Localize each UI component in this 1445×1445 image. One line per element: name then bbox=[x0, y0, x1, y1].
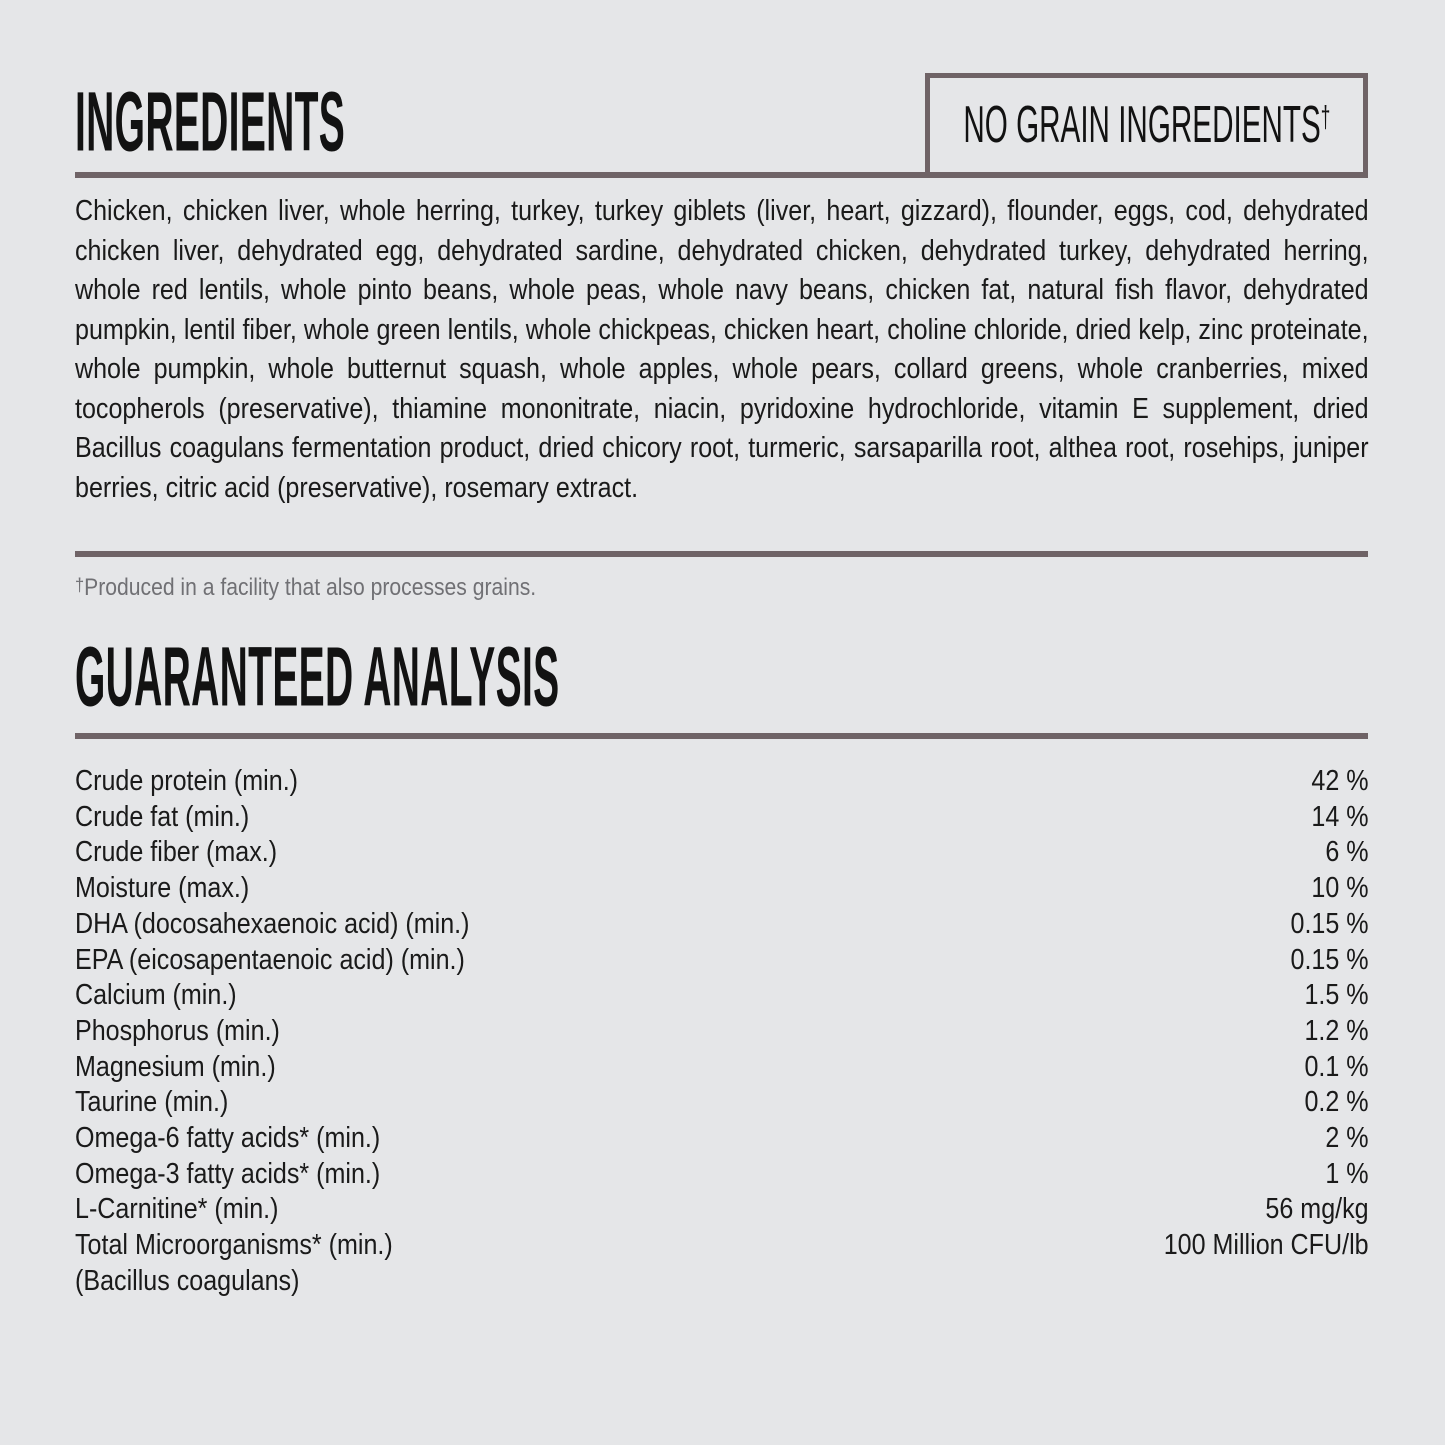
analysis-row bbox=[75, 1121, 1369, 1157]
nutrient-label: (Bacillus coagulans) bbox=[75, 1264, 300, 1297]
dagger-symbol: † bbox=[1320, 101, 1330, 134]
nutrient-value: 0.15 % bbox=[1290, 907, 1369, 940]
analysis-row bbox=[75, 800, 1369, 836]
analysis-row bbox=[75, 943, 1369, 979]
nutrient-label: Omega-6 fatty acids* (min.) bbox=[75, 1122, 381, 1155]
divider-under-ingredients-title bbox=[75, 172, 1368, 178]
nutrient-value: 1.5 % bbox=[1304, 979, 1369, 1012]
no-grain-badge-text bbox=[963, 96, 1330, 154]
nutrient-value: 2 % bbox=[1325, 1122, 1369, 1155]
nutrient-label: Crude fiber (max.) bbox=[75, 836, 278, 869]
ingredients-list: Chicken, chicken liver, whole herring, turkey, turkey giblets (liver, heart, gizzard), flounder, eggs, cod, dehydrated chicken liver, dehydrated egg, dehydrated sardine, dehydrated chicken, dehydrated turkey, dehydrated herring, whole red lentils, whole pinto beans, whole peas, whole navy beans, chicken fat, natural fish flavor, dehydrated pumpkin, lentil fiber, whole green lentils, whole chickpeas, chicken heart, choline chloride, dried kelp, zinc proteinate, whole pumpkin, whole butternut squash, whole apples, whole pears, collard greens, whole cranberries, mixed tocopherols (preservative), thiamine mononitrate, niacin, pyridoxine hydrochloride, vitamin E supplement, dried Bacillus coagulans fermentation product, dried chicory root, turmeric, sarsaparilla root, althea root, rosehips, juniper berries, citric acid (preservative), rosemary extract. bbox=[75, 195, 1369, 504]
nutrient-label: Crude fat (min.) bbox=[75, 800, 250, 833]
nutrient-label: Omega-3 fatty acids* (min.) bbox=[75, 1157, 381, 1190]
ingredients-section-title: INGREDIENTS bbox=[75, 73, 346, 169]
nutrient-value: 1.2 % bbox=[1304, 1014, 1369, 1047]
nutrient-value: 1 % bbox=[1325, 1157, 1369, 1190]
dagger-symbol: † bbox=[75, 574, 85, 595]
nutrient-value: 100 Million CFU/lb bbox=[1163, 1229, 1369, 1262]
analysis-row bbox=[75, 1085, 1369, 1121]
nutrient-label: Magnesium (min.) bbox=[75, 1050, 276, 1083]
nutrient-label: Crude protein (min.) bbox=[75, 765, 299, 797]
analysis-row bbox=[75, 907, 1369, 943]
nutrient-value: 0.15 % bbox=[1290, 943, 1369, 976]
nutrient-value: 14 % bbox=[1311, 800, 1369, 833]
nutrient-label: EPA (eicosapentaenoic acid) (min.) bbox=[75, 943, 465, 976]
analysis-row bbox=[75, 978, 1369, 1014]
nutrient-label: Phosphorus (min.) bbox=[75, 1014, 280, 1047]
guaranteed-analysis-title: GUARANTEED ANALYSIS bbox=[75, 628, 560, 724]
analysis-row bbox=[75, 1014, 1369, 1050]
nutrient-label: Moisture (max.) bbox=[75, 872, 250, 905]
nutrient-value: 42 % bbox=[1311, 765, 1369, 797]
nutrient-value: 6 % bbox=[1325, 836, 1369, 869]
nutrient-value: 0.1 % bbox=[1304, 1050, 1369, 1083]
nutrient-label: Taurine (min.) bbox=[75, 1086, 229, 1119]
analysis-row bbox=[75, 764, 1369, 800]
nutrient-label: L-Carnitine* (min.) bbox=[75, 1193, 279, 1226]
analysis-row bbox=[75, 1228, 1369, 1264]
no-grain-badge-label: NO GRAIN INGREDIENTS bbox=[963, 96, 1321, 154]
analysis-row bbox=[75, 1264, 1369, 1300]
guaranteed-analysis-table bbox=[75, 764, 1369, 1300]
analysis-row bbox=[75, 1192, 1369, 1228]
analysis-row bbox=[75, 871, 1369, 907]
grain-facility-footnote bbox=[75, 570, 1369, 603]
divider-above-footnote bbox=[75, 551, 1368, 557]
analysis-row bbox=[75, 835, 1369, 871]
nutrient-label: Total Microorganisms* (min.) bbox=[75, 1229, 393, 1262]
no-grain-badge bbox=[925, 73, 1368, 177]
nutrient-value: 56 mg/kg bbox=[1265, 1193, 1369, 1226]
footnote-text: Produced in a facility that also processes grains. bbox=[84, 574, 537, 601]
nutrient-value: 0.2 % bbox=[1304, 1086, 1369, 1119]
analysis-row bbox=[75, 1050, 1369, 1086]
divider-under-analysis-title bbox=[75, 733, 1368, 739]
nutrient-label: DHA (docosahexaenoic acid) (min.) bbox=[75, 907, 470, 940]
nutrient-value: 10 % bbox=[1311, 872, 1369, 905]
analysis-row bbox=[75, 1157, 1369, 1193]
nutrient-label: Calcium (min.) bbox=[75, 979, 237, 1012]
